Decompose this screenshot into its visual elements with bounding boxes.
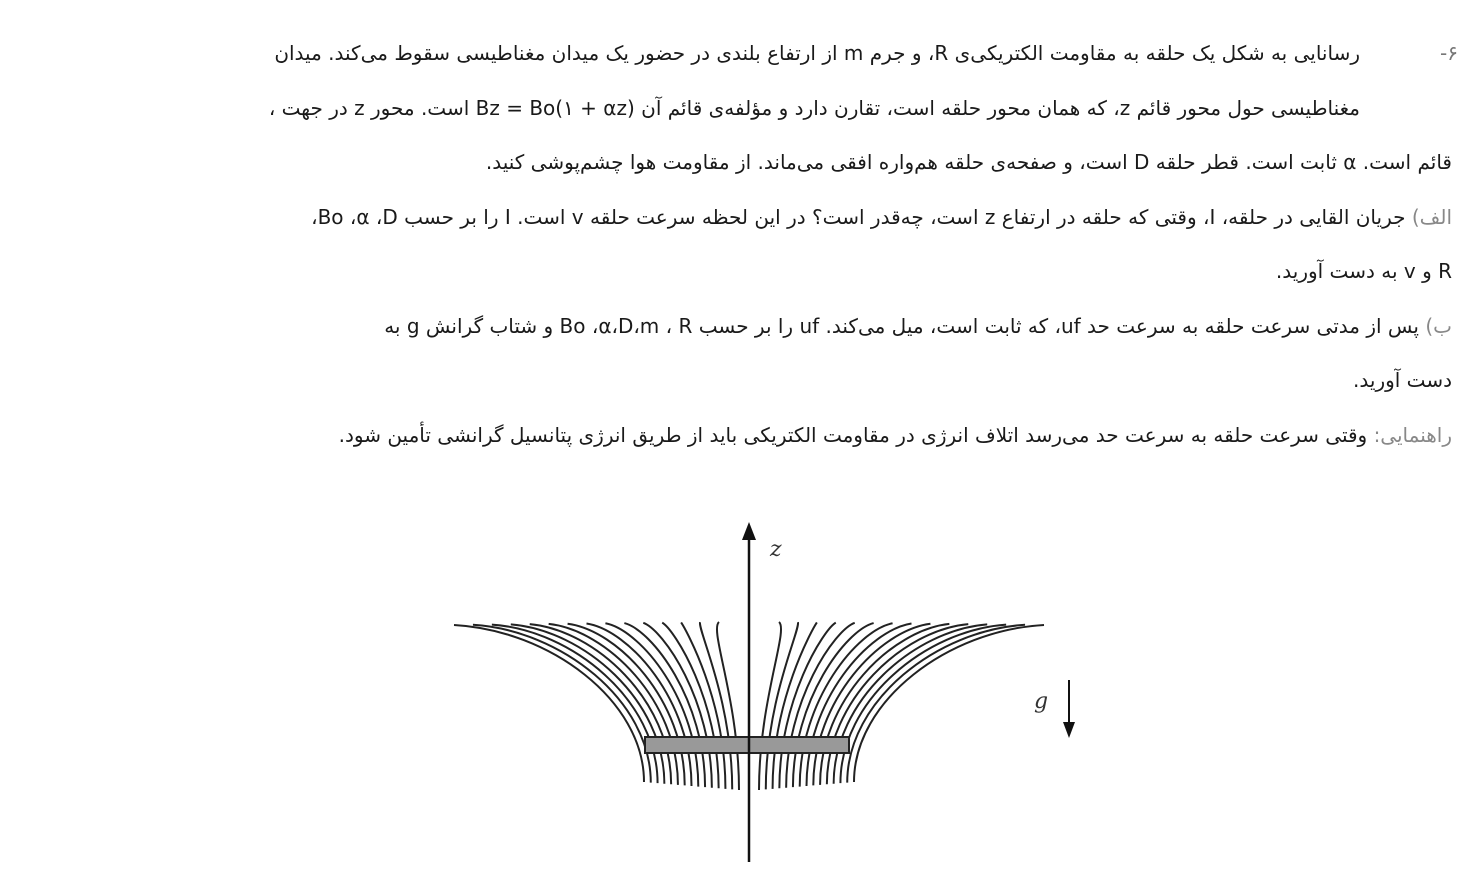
part-b-line-1 — [14, 299, 1452, 354]
intro-line-3: قائم است. α ثابت است. قطر حلقه D است، و صفحه‌ی حلقه هم‌واره افقی می‌ماند. از مقاومت هوا چشم‌پوشی کنید. — [485, 150, 1452, 174]
part-b-line-2: دست آورید. — [1353, 368, 1452, 392]
figure-diagram — [0, 470, 1472, 890]
field-line — [454, 625, 644, 782]
field-line — [473, 625, 651, 783]
z-axis-label: z — [770, 537, 782, 562]
hint-label: راهنمایی: — [1373, 422, 1452, 447]
field-line — [847, 625, 1025, 783]
part-b-label: ب) — [1425, 313, 1452, 338]
field-line — [786, 623, 855, 788]
part-a-label: الف) — [1411, 204, 1452, 229]
field-line — [827, 624, 968, 784]
field-line — [759, 622, 781, 790]
part-a-line-1 — [14, 190, 1452, 245]
field-line — [854, 625, 1044, 782]
field-line — [643, 623, 712, 788]
field-line — [813, 624, 930, 786]
field-line — [568, 624, 685, 786]
ring — [645, 737, 849, 753]
field-line — [530, 624, 671, 784]
gravity-label: g — [1034, 689, 1049, 714]
field-line — [717, 622, 739, 790]
intro-line-1: رسانایی به شکل یک حلقه به مقاومت الکتریکی‌ی R، و جرم m از ارتفاع بلندی در حضور یک میدان مغناطیسی سقوط می‌کند. میدان — [274, 41, 1360, 65]
intro-line-2: مغناطیسی حول محور قائم z، که همان محور حلقه است، تقارن دارد و مؤلفه‌ی قائم آن Bz = Bo(۱ + αz) است. محور z در جهت ، — [268, 95, 1360, 120]
problem-text — [14, 26, 1458, 462]
part-b-text: پس از مدتی سرعت حلقه به سرعت حد uf، که ثابت است، میل می‌کند. uf را بر حسب Bo ،α،D،m ، R و شتاب گرانش g به — [384, 313, 1419, 338]
hint-line — [14, 408, 1452, 463]
part-a-line-2: R و v به دست آورید. — [1275, 259, 1452, 283]
hint-text: وقتی سرعت حلقه به سرعت حد می‌رسد اتلاف انرژی در مقاومت الکتریکی باید از طریق انرژی پتانسیل گرانشی تأمین شود. — [338, 422, 1368, 447]
z-axis-arrowhead — [742, 522, 756, 540]
question-number: ۶- — [1440, 41, 1458, 65]
gravity-arrow-head — [1063, 722, 1075, 738]
part-a-text: جریان القایی در حلقه، I، وقتی که حلقه در ارتفاع z است، چه‌قدر است؟ در این لحظه سرعت حلقه v است. I را بر حسب Bo ،α ،D، — [311, 204, 1406, 229]
